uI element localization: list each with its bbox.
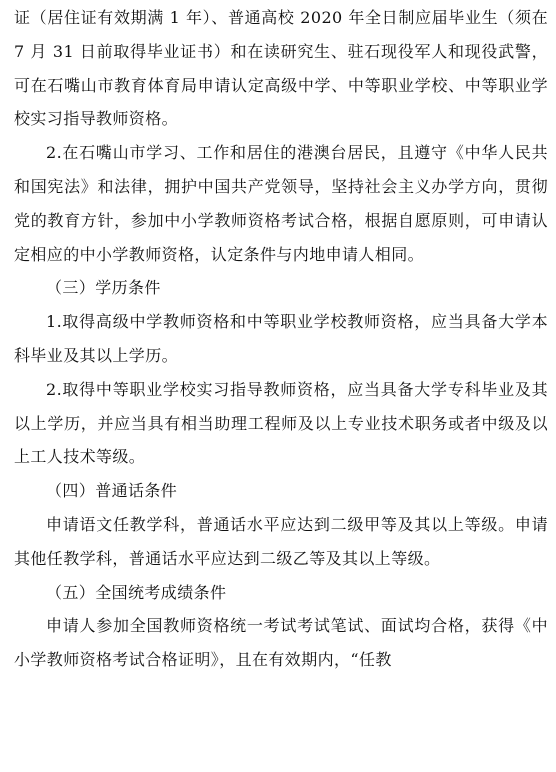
section-heading-mandarin: （四）普通话条件 xyxy=(46,481,178,501)
paragraph-mandarin-levels: 申请语文任教学科，普通话水平应达到二级甲等及其以上等级。申请其他任教学科，普通话水平应达到二级乙等及其以上等级。 xyxy=(14,514,548,568)
paragraph-education-associate: 2.取得中等职业学校实习指导教师资格，应当具备大学专科毕业及其以上学历，并应当具有相当助理工程师及以上专业技术职务或者中级及以上工人技术等级。 xyxy=(14,379,548,467)
paragraph-continued-eligibility: 证（居住证有效期满 1 年）、普通高校 2020 年全日制应届毕业生（须在 7 月 31 日前取得毕业证书）和在读研究生、驻石现役军人和现役武警，可在石嘴山市教育体育局申请认定高级中学、中等职业学校、中等职业学校实习指导教师资格。 xyxy=(14,8,548,129)
section-heading-education: （三）学历条件 xyxy=(46,278,161,298)
paragraph-national-exam: 申请人参加全国教师资格统一考试考试笔试、面试均合格，获得《中小学教师资格考试合格证明》，且在有效期内，“任教 xyxy=(14,616,548,670)
section-heading-national-exam: （五）全国统考成绩条件 xyxy=(46,582,227,602)
paragraph-hk-macao-taiwan-residents: 2.在石嘴山市学习、工作和居住的港澳台居民，且遵守《中华人民共和国宪法》和法律，拥护中国共产党领导，坚持社会主义办学方向，贯彻党的教育方针，参加中小学教师资格考试合格，根据自愿原则，可申请认定相应的中小学教师资格，认定条件与内地申请人相同。 xyxy=(14,143,548,264)
document-body xyxy=(14,1,548,677)
paragraph-education-bachelor: 1.取得高级中学教师资格和中等职业学校教师资格，应当具备大学本科毕业及其以上学历。 xyxy=(14,312,548,365)
